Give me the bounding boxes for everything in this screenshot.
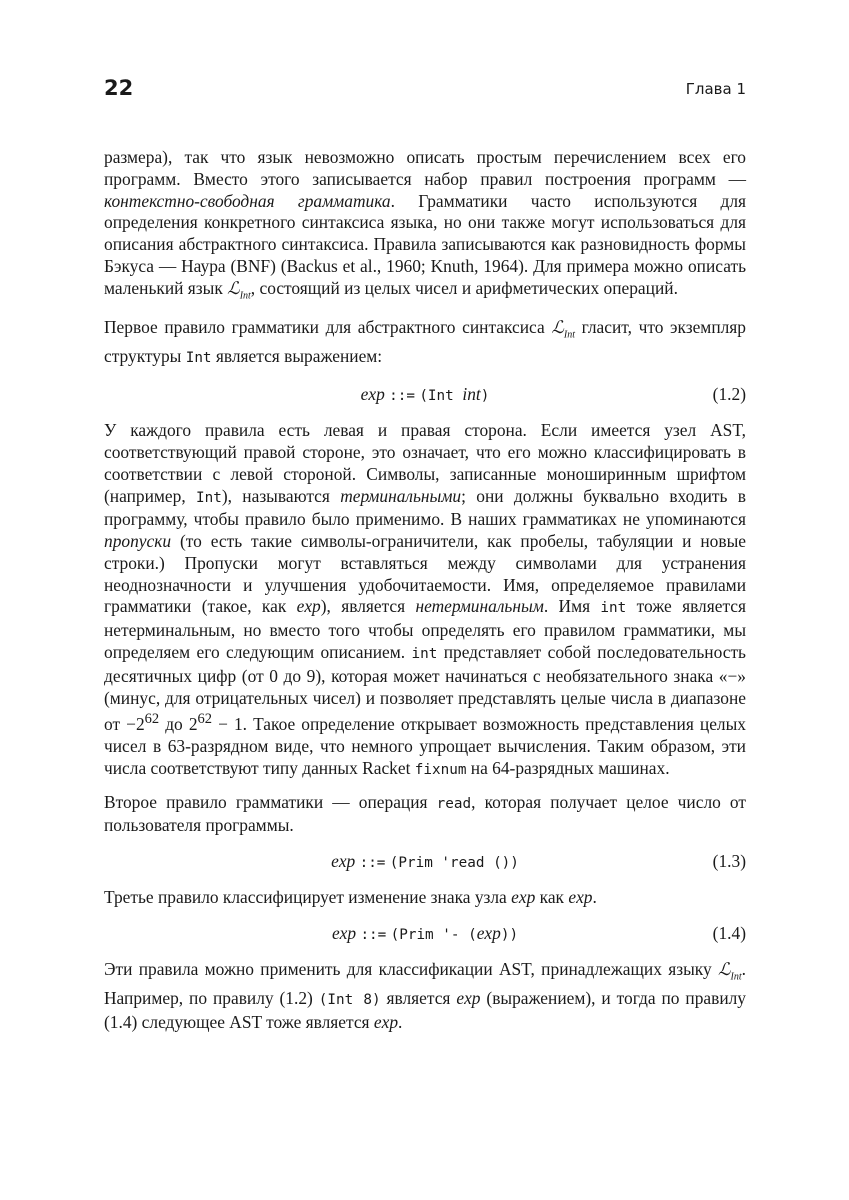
- term-italic: нетерминальным: [415, 596, 544, 617]
- term-italic: терминальными: [340, 485, 462, 506]
- text-run: Третье правило классифицирует изменение знака узла: [104, 887, 512, 908]
- equation-body: exp ::= (Prim 'read ()): [331, 851, 519, 872]
- text-run: . Например, по правилу (1.2): [104, 959, 746, 1009]
- text-run: тоже является нетерминальным, но вместо того чтобы определять его правилом грамматики, мы определяем его следующим описанием.: [104, 596, 746, 663]
- paragraph-1: [104, 147, 746, 307]
- paragraph-3: [104, 420, 746, 782]
- code-term: (Int 8): [318, 992, 381, 1009]
- text-run: . Грамматики часто используются для определения конкретного синтаксиса языка, но они также могут использоваться для описания абстрактного синтаксиса. Правила записываются как разновидность формы Бэкуса — Наура (BNF) (Backus et al., 1960; Knuth, 1964). Для примера можно описать маленький язык: [104, 190, 746, 298]
- equation-body: exp ::= (Int int): [360, 384, 490, 405]
- term-italic: exp: [568, 887, 593, 908]
- paragraph-2: [104, 317, 746, 370]
- equation-1-4: [104, 923, 746, 945]
- text-run: − 1. Такое определение открывает возможность представления целых чисел в 63-разрядном виде, что немного упрощает вычисления. Таким образом, эти числа соответствуют типу данных Racket: [104, 714, 746, 778]
- text-run: Второе правило грамматики — операция: [104, 791, 437, 812]
- equation-1-2: [104, 384, 746, 406]
- text-run: на 64-разрядных машинах.: [466, 757, 670, 778]
- term-italic: exp: [373, 1012, 399, 1033]
- text-run: (то есть такие символы-ограничители, как пробелы, табуляции и новые строки.) Пропуски могут вставляться между символами для устранения неоднозначности и улучшения удобочитаемости. Имя, определяемое правилами грамматики (такое, как: [104, 531, 746, 617]
- code-term: read: [436, 795, 472, 812]
- term-italic: exp: [511, 887, 536, 908]
- body-text: [104, 147, 746, 1034]
- text-run: ; они должны буквально входить в программу, чтобы правило было применимо. В наших грамматиках не упоминаются: [104, 485, 746, 530]
- language-name: ℒ$_{Int}$: [227, 277, 251, 302]
- text-run: как: [535, 887, 569, 908]
- chapter-label: Глава 1: [685, 80, 746, 98]
- code-term: int: [600, 600, 627, 617]
- language-name: ℒ$_{Int}$: [551, 317, 575, 341]
- page-number: 22: [104, 76, 134, 100]
- text-run: представляет собой последовательность десятичных цифр (от 0 до 9), которая может начинаться с необязательного знака «−» (минус, для отрицательных чисел) и позволяет представлять целые числа в диапазоне от −2: [104, 642, 746, 735]
- text-run: , которая получает целое число от пользователя программы.: [104, 791, 746, 836]
- text-run: размера), так что язык невозможно описать простым перечислением всех его программ. Вместо этого записывается набор правил построения программ —: [104, 147, 746, 189]
- text-run: гласит, что экземпляр структуры: [104, 317, 746, 367]
- language-name: ℒ$_{Int}$: [718, 959, 742, 983]
- text-run: (выражением), и тогда по правилу (1.4) следующее AST тоже является: [104, 988, 746, 1033]
- text-run: У каждого правила есть левая и правая сторона. Если имеется узел AST, соответствующий правой стороне, это означает, что его можно классифицировать в соответствии с левой стороной. Символы, записанные моноширинным шрифтом (например,: [104, 420, 746, 506]
- text-run: ), является: [320, 596, 416, 617]
- text-run: является: [380, 988, 457, 1009]
- running-head: [104, 76, 746, 106]
- text-run: . Имя: [543, 596, 601, 617]
- paragraph-6: [104, 959, 746, 1034]
- paragraph-5: [104, 887, 746, 909]
- code-term: fixnum: [414, 761, 467, 778]
- term-italic: пропуски: [104, 531, 172, 552]
- text-run: .: [592, 887, 597, 908]
- text-run: является выражением:: [211, 346, 383, 367]
- equation-1-3: [104, 851, 746, 873]
- term-italic: exp: [296, 596, 321, 617]
- equation-body: exp ::= (Prim '- (exp)): [331, 923, 519, 944]
- text-run: Первое правило грамматики для абстрактного синтаксиса: [104, 317, 552, 338]
- text-run: Эти правила можно применить для классификации AST, принадлежащих языку: [104, 959, 718, 980]
- exponent: 62: [197, 711, 213, 728]
- equation-number: (1.2): [712, 384, 746, 405]
- code-term: Int: [196, 489, 222, 506]
- paragraph-4: [104, 792, 746, 838]
- equation-number: (1.3): [712, 851, 746, 872]
- term-italic: контекстно-свободная грамматика: [104, 190, 391, 211]
- code-term: int: [411, 646, 438, 663]
- text-run: до 2: [159, 714, 198, 735]
- text-run: , состоящий из целых чисел и арифметических операций.: [250, 277, 678, 298]
- text-run: .: [398, 1012, 403, 1033]
- term-italic: exp: [456, 988, 481, 1009]
- equation-number: (1.4): [712, 923, 746, 944]
- text-run: ), называются: [221, 485, 341, 506]
- exponent: 62: [144, 711, 160, 728]
- code-term: Int: [185, 350, 212, 367]
